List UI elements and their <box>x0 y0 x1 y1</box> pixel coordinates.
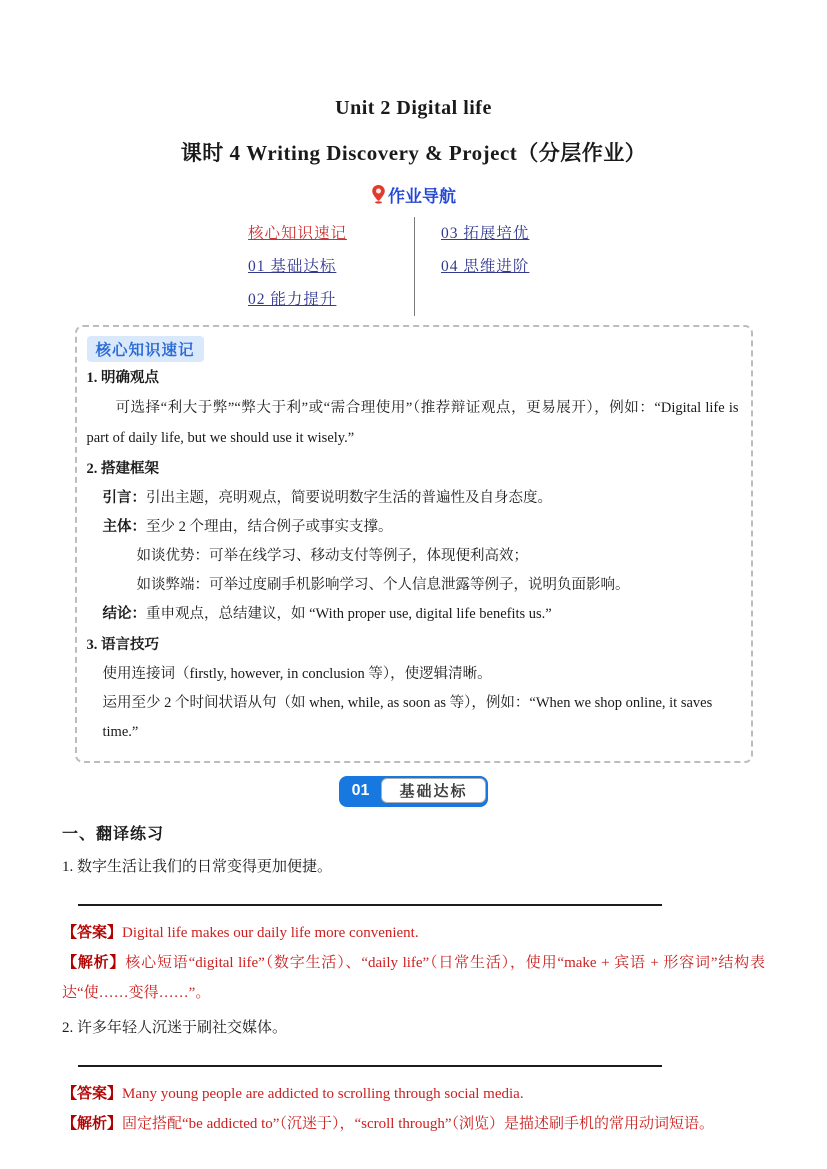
nav-link-03-expand[interactable]: 03 拓展培优 <box>441 225 530 242</box>
knowledge-point3-heading: 3. 语言技巧 <box>86 637 159 653</box>
knowledge-body-line <box>87 513 739 542</box>
nav-link-table <box>248 217 765 316</box>
body-label: 主体： <box>102 519 146 535</box>
answer-2-text: Many young people are addicted to scrolling through social media. <box>122 1086 524 1102</box>
answer-1-label: 【答案】 <box>62 925 123 941</box>
answer-1 <box>62 918 765 948</box>
homework-nav-heading <box>62 182 765 207</box>
answer-blank-2 <box>78 1064 662 1067</box>
intro-label: 引言： <box>102 490 146 506</box>
section1-badge-label: 基础达标 <box>381 778 485 803</box>
core-knowledge-box <box>75 325 753 763</box>
analysis-1-text: 核心短语“digital life”（数字生活）、“daily life”（日常生活），使用“make + 宾语 + 形容词”结构表达“使……变得……”。 <box>62 955 765 1001</box>
knowledge-intro-line <box>87 484 739 513</box>
section1-badge-number: 01 <box>351 781 370 799</box>
analysis-1 <box>62 948 765 1008</box>
part1-heading: 一、翻译练习 <box>62 826 165 843</box>
intro-text: 引出主题，亮明观点，简要说明数字生活的普遍性及自身态度。 <box>146 490 552 506</box>
knowledge-point2-heading: 2. 搭建框架 <box>86 461 159 477</box>
nav-link-01-basic[interactable]: 01 基础达标 <box>248 258 337 275</box>
question-2: 2. 许多年轻人沉迷于刷社交媒体。 <box>62 1020 288 1036</box>
page-subtitle: 课时 4 Writing Discovery & Project（分层作业） <box>180 141 647 165</box>
conclusion-text: 重申观点，总结建议，如 “With proper use, digital life benefits us.” <box>146 606 552 622</box>
conclusion-label: 结论： <box>102 606 146 622</box>
knowledge-conclusion-line <box>87 600 739 629</box>
nav-link-core-knowledge[interactable]: 核心知识速记 <box>248 225 348 242</box>
section-badge-wrap <box>62 776 765 807</box>
core-knowledge-box-title: 核心知识速记 <box>87 336 204 362</box>
answer-1-text: Digital life makes our daily life more convenient. <box>122 925 419 941</box>
analysis-2-label: 【解析】 <box>62 1116 123 1132</box>
page-title: Unit 2 Digital life <box>335 97 492 119</box>
knowledge-pros-line: 如谈优势：可举在线学习、移动支付等例子，体现便利高效； <box>136 548 528 564</box>
knowledge-cons-line: 如谈弊端：可举过度刷手机影响学习、个人信息泄露等例子，说明负面影响。 <box>136 577 630 593</box>
nav-left-column <box>248 217 415 316</box>
nav-link-04-thinking[interactable]: 04 思维进阶 <box>441 258 530 275</box>
answer-2 <box>62 1079 765 1109</box>
analysis-1-label: 【解析】 <box>62 955 126 971</box>
knowledge-point1-body: 可选择“利大于弊”“弊大于利”或“需合理使用”（推荐辩证观点，更易展开），例如：“Digital life is part of daily life, but we should use it wisely.” <box>86 400 739 446</box>
analysis-2 <box>62 1109 765 1139</box>
nav-right-column <box>415 217 529 316</box>
nav-link-02-ability[interactable]: 02 能力提升 <box>248 291 337 308</box>
location-pin-icon <box>371 185 386 204</box>
answer-blank-1 <box>78 903 662 906</box>
knowledge-clauses-line: 运用至少 2 个时间状语从句（如 when, while, as soon as 等），例如：“When we shop online, it saves time.” <box>102 695 713 740</box>
knowledge-point1-heading: 1. 明确观点 <box>86 370 159 386</box>
answer-2-label: 【答案】 <box>62 1086 123 1102</box>
question-1: 1. 数字生活让我们的日常变得更加便捷。 <box>62 859 333 875</box>
body-text: 至少 2 个理由，结合例子或事实支撑。 <box>146 519 393 535</box>
homework-nav-label: 作业导航 <box>388 187 456 206</box>
knowledge-linkers-line: 使用连接词（firstly, however, in conclusion 等），使逻辑清晰。 <box>102 666 492 682</box>
section1-badge <box>339 776 487 807</box>
analysis-2-text: 固定搭配“be addicted to”（沉迷于），“scroll through”（浏览）是描述刷手机的常用动词短语。 <box>122 1116 715 1132</box>
